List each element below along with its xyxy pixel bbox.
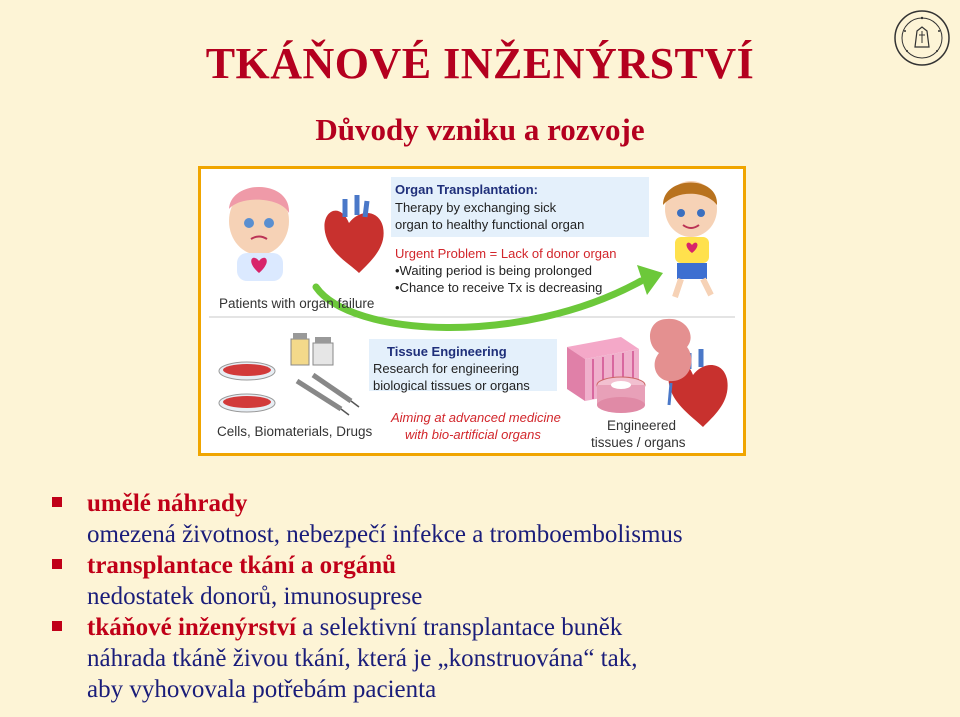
- bullet-square-icon: [52, 559, 62, 569]
- bullet-detail: omezená životnost, nebezpečí infekce a tromboembolismus: [87, 521, 683, 548]
- bullet-detail: nedostatek donorů, imunosuprese: [87, 583, 423, 610]
- bullet-item: [52, 612, 932, 643]
- urgent-problem-bullet-2: •Chance to receive Tx is decreasing: [395, 280, 603, 295]
- organ-transplantation-line-1: Therapy by exchanging sick: [395, 200, 557, 215]
- syringe-illustration: [297, 375, 359, 415]
- tissue-engineering-figure: [198, 166, 746, 456]
- bullet-label-rest: a selektivní transplantace buněk: [296, 614, 623, 641]
- aiming-line-1: Aiming at advanced medicine: [391, 410, 561, 425]
- bullet-item: [52, 488, 932, 519]
- bullet-detail: aby vyhovovala potřebám pacienta: [87, 676, 437, 703]
- healthy-child-illustration: [663, 181, 717, 297]
- tissue-engineering-heading: Tissue Engineering: [387, 344, 507, 359]
- urgent-problem-heading: Urgent Problem = Lack of donor organ: [395, 246, 617, 261]
- tissue-engineering-line-1: Research for engineering: [373, 361, 519, 376]
- page-title: TKÁŇOVÉ INŽENÝRSTVÍ: [205, 39, 755, 88]
- patients-caption: Patients with organ failure: [219, 296, 375, 311]
- bullet-square-icon: [52, 497, 62, 507]
- bullet-item: [52, 550, 932, 581]
- engineered-vessel-illustration: [597, 377, 645, 413]
- bullet-square-icon: [52, 621, 62, 631]
- aiming-line-2: with bio-artificial organs: [405, 427, 541, 442]
- bullet-detail: náhrada tkáně živou tkání, která je „konstruována“ tak,: [87, 645, 638, 672]
- heart-illustration-top: [324, 195, 383, 273]
- petri-dish-illustration: [219, 362, 275, 412]
- engineered-caption-line-2: tissues / organs: [591, 435, 686, 450]
- engineered-caption-line-1: Engineered: [607, 418, 677, 433]
- urgent-problem-bullet-1: •Waiting period is being prolonged: [395, 263, 593, 278]
- bullet-label: transplantace tkání a orgánů: [87, 552, 397, 579]
- drug-bottles-illustration: [291, 333, 333, 365]
- sick-child-illustration: [229, 187, 289, 281]
- page-subtitle: Důvody vzniku a rozvoje: [315, 112, 645, 147]
- tissue-engineering-line-2: biological tissues or organs: [373, 378, 530, 393]
- bullet-label: umělé náhrady: [87, 490, 248, 517]
- cells-caption: Cells, Biomaterials, Drugs: [217, 424, 373, 439]
- university-seal-logo: [893, 9, 951, 67]
- bullet-label: tkáňové inženýrství: [87, 614, 297, 641]
- bullet-list: [52, 488, 932, 705]
- organ-transplantation-line-2: organ to healthy functional organ: [395, 217, 585, 232]
- organ-transplantation-heading: Organ Transplantation:: [395, 182, 539, 197]
